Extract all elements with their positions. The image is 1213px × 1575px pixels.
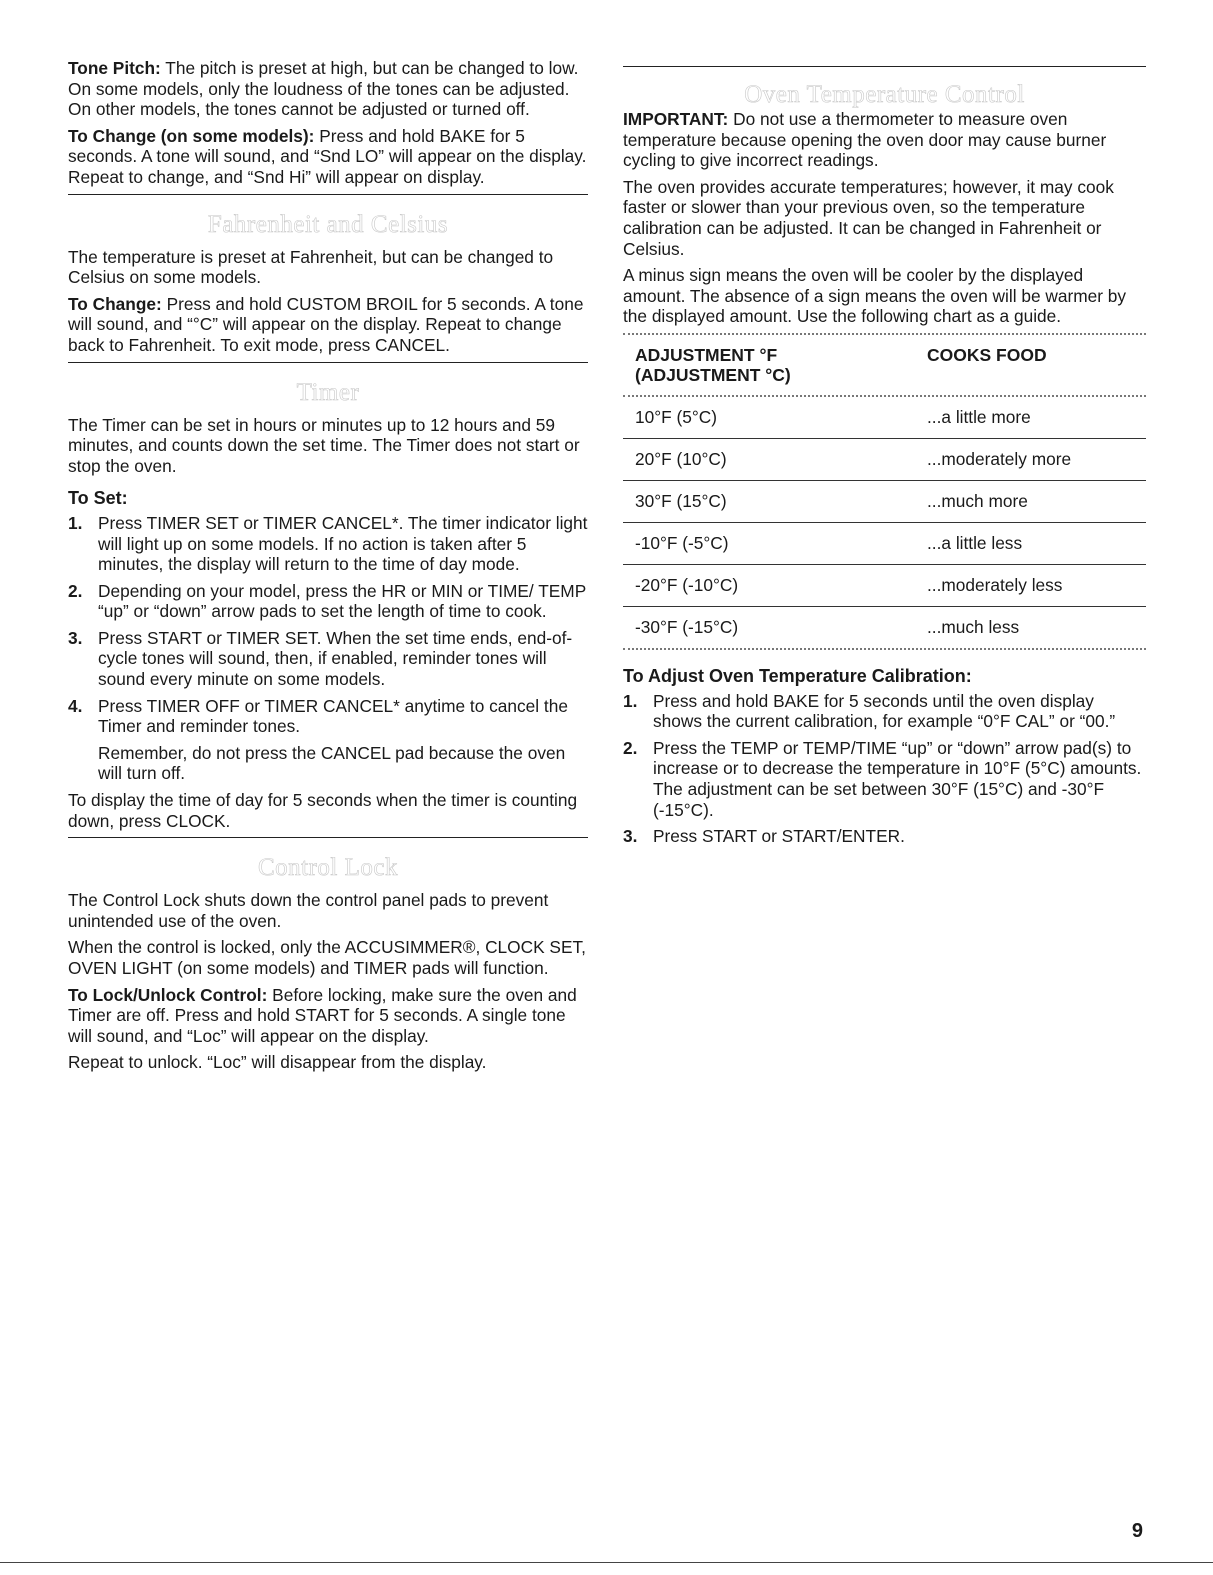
important-text: Do not use a thermometer to measure oven temperature because opening the oven door may cause burner cycling to give incorrect readings. (623, 109, 1107, 171)
table-bottom-border (623, 648, 1146, 650)
step-number: 1. (68, 512, 83, 533)
fahrenheit-change-paragraph (68, 294, 588, 356)
timer-remember-note: Remember, do not press the CANCEL pad because the oven will turn off. (98, 742, 566, 784)
fahrenheit-intro: The temperature is preset at Fahrenheit, but can be changed to Celsius on some models. (68, 246, 554, 288)
adjustment-cell: -20°F (-10°C) (623, 564, 915, 606)
list-item (623, 738, 1146, 820)
step-number: 3. (68, 627, 83, 648)
step-number: 2. (623, 737, 638, 758)
step-text: Press and hold BAKE for 5 seconds until the oven display shows the current calibration, for example “0°F CAL” or “00.” (653, 690, 1116, 732)
timer-display-note: To display the time of day for 5 seconds when the timer is counting down, press CLOCK. (68, 790, 578, 831)
adjustment-cell: 20°F (10°C) (623, 438, 915, 480)
table-row (623, 606, 1146, 648)
cooks-food-cell: ...much more (915, 480, 1146, 522)
table-row (623, 522, 1146, 564)
table-row (623, 480, 1146, 522)
control-lock-paragraph (68, 985, 588, 1047)
adjustment-f-header: ADJUSTMENT °F (635, 344, 778, 365)
tone-change-paragraph (68, 126, 588, 188)
adjustment-cell: -10°F (-5°C) (623, 522, 915, 564)
step-text: Press the TEMP or TEMP/TIME “up” or “down” arrow pad(s) to increase or to decrease the temperature in 10°F (5°C) amounts. The adjustment can be set between 30°F (15°C) and -30°F (-15°C). (653, 737, 1142, 820)
step-text: Press START or TIMER SET. When the set time ends, end-of-cycle tones will sound, then, if enabled, reminder tones will sound every minute on some models. (98, 627, 573, 690)
step-text: Press TIMER OFF or TIMER CANCEL* anytime to cancel the Timer and reminder tones. (98, 695, 568, 737)
calibration-heading: To Adjust Oven Temperature Calibration: (623, 665, 972, 686)
control-lock-unlock: Repeat to unlock. “Loc” will disappear from the display. (68, 1052, 487, 1073)
section-divider (68, 194, 588, 195)
page-number: 9 (1131, 1520, 1143, 1542)
adjustment-table (623, 335, 1146, 648)
tone-pitch-label: Tone Pitch: (68, 58, 161, 78)
control-lock-heading: Control Lock (257, 854, 398, 882)
calibration-steps (623, 691, 1146, 847)
oven-temp-heading: Oven Temperature Control (744, 81, 1025, 108)
cooks-food-cell: ...a little less (915, 522, 1146, 564)
section-divider (68, 837, 588, 838)
control-lock-locked: When the control is locked, only the ACCUSIMMER®, CLOCK SET, OVEN LIGHT (on some models) and TIMER pads will function. (68, 937, 586, 978)
cooks-food-cell: ...moderately less (915, 564, 1146, 606)
fahrenheit-heading: Fahrenheit and Celsius (207, 210, 449, 238)
section-divider (68, 362, 588, 363)
left-column (68, 58, 588, 1079)
adjustment-c-header: (ADJUSTMENT °C) (635, 364, 791, 385)
adjustment-cell: 10°F (5°C) (623, 397, 915, 439)
tone-change-label: To Change (on some models): (68, 125, 315, 146)
timer-steps (68, 513, 588, 737)
table-row (623, 438, 1146, 480)
step-number: 1. (623, 690, 638, 711)
timer-intro: The Timer can be set in hours or minutes up to 12 hours and 59 minutes, and counts down the set time. The Timer does not start or stop the oven. (68, 414, 580, 476)
cooks-food-cell: ...moderately more (915, 438, 1146, 480)
control-lock-label: To Lock/Unlock Control: (68, 984, 268, 1005)
list-item (68, 513, 588, 575)
list-item (68, 696, 588, 737)
step-text: Press TIMER SET or TIMER CANCEL*. The timer indicator light will light up on some models. If no action is taken after 5 minutes, the display will return to the time of day mode. (98, 512, 588, 575)
timer-heading: Timer (296, 378, 360, 406)
step-number: 2. (68, 580, 83, 601)
cooks-food-cell: ...much less (927, 616, 1020, 637)
step-text: Press START or START/ENTER. (653, 826, 905, 847)
list-item (623, 826, 1146, 847)
section-divider (623, 66, 1146, 67)
step-number: 3. (623, 826, 638, 847)
list-item (68, 581, 588, 622)
step-number: 4. (68, 695, 83, 716)
adjustment-cell: -30°F (-15°C) (635, 616, 739, 637)
minus-sign-paragraph: A minus sign means the oven will be cooler by the displayed amount. The absence of a sign means the oven will be warmer by the displayed amount. Use the following chart as a guide. (623, 265, 1127, 327)
tone-change-text: Press and hold BAKE for 5 seconds. A tone will sound, and “Snd LO” will appear on the display. Repeat to change, and “Snd Hi” will appear on display. (68, 125, 587, 187)
control-lock-text: Before locking, make sure the oven and Timer are off. Press and hold START for 5 seconds. A single tone will sound, and “Loc” will appear on the display. (68, 984, 577, 1046)
tone-pitch-text: The pitch is preset at high, but can be changed to low. On some models, only the loudness of the tones can be adjusted. On other models, the tones cannot be adjusted or turned off. (68, 58, 579, 120)
list-item (623, 691, 1146, 732)
page-bottom-rule (0, 1562, 1213, 1563)
step-text: Depending on your model, press the HR or MIN or TIME/ TEMP “up” or “down” arrow pads to set the length of time to cook. (98, 580, 586, 622)
cooks-food-cell: ...a little more (915, 397, 1146, 439)
list-item (68, 628, 588, 690)
fahrenheit-change-label: To Change: (68, 293, 162, 314)
fahrenheit-change-text: Press and hold CUSTOM BROIL for 5 seconds. A tone will sound, and “°C” will appear on the display. Repeat to change back to Fahrenheit. To exit mode, press CANCEL. (68, 293, 584, 355)
control-lock-intro: The Control Lock shuts down the control panel pads to prevent unintended use of the oven. (68, 890, 549, 931)
adjustment-cell: 30°F (15°C) (623, 480, 915, 522)
important-label: IMPORTANT: (623, 109, 729, 129)
right-column (623, 66, 1146, 853)
cooks-food-header: COOKS FOOD (927, 344, 1047, 365)
timer-set-label: To Set: (68, 488, 128, 509)
accurate-paragraph: The oven provides accurate temperatures; however, it may cook faster or slower than your previous oven, so the temperature calibration can be adjusted. It can be changed in Fahrenheit or Celsius. (623, 176, 1114, 259)
important-paragraph (623, 109, 1146, 171)
table-row (623, 397, 1146, 439)
adjustment-header (623, 335, 915, 395)
tone-pitch-paragraph (68, 58, 588, 120)
table-header-row (623, 335, 1146, 395)
table-row (623, 564, 1146, 606)
